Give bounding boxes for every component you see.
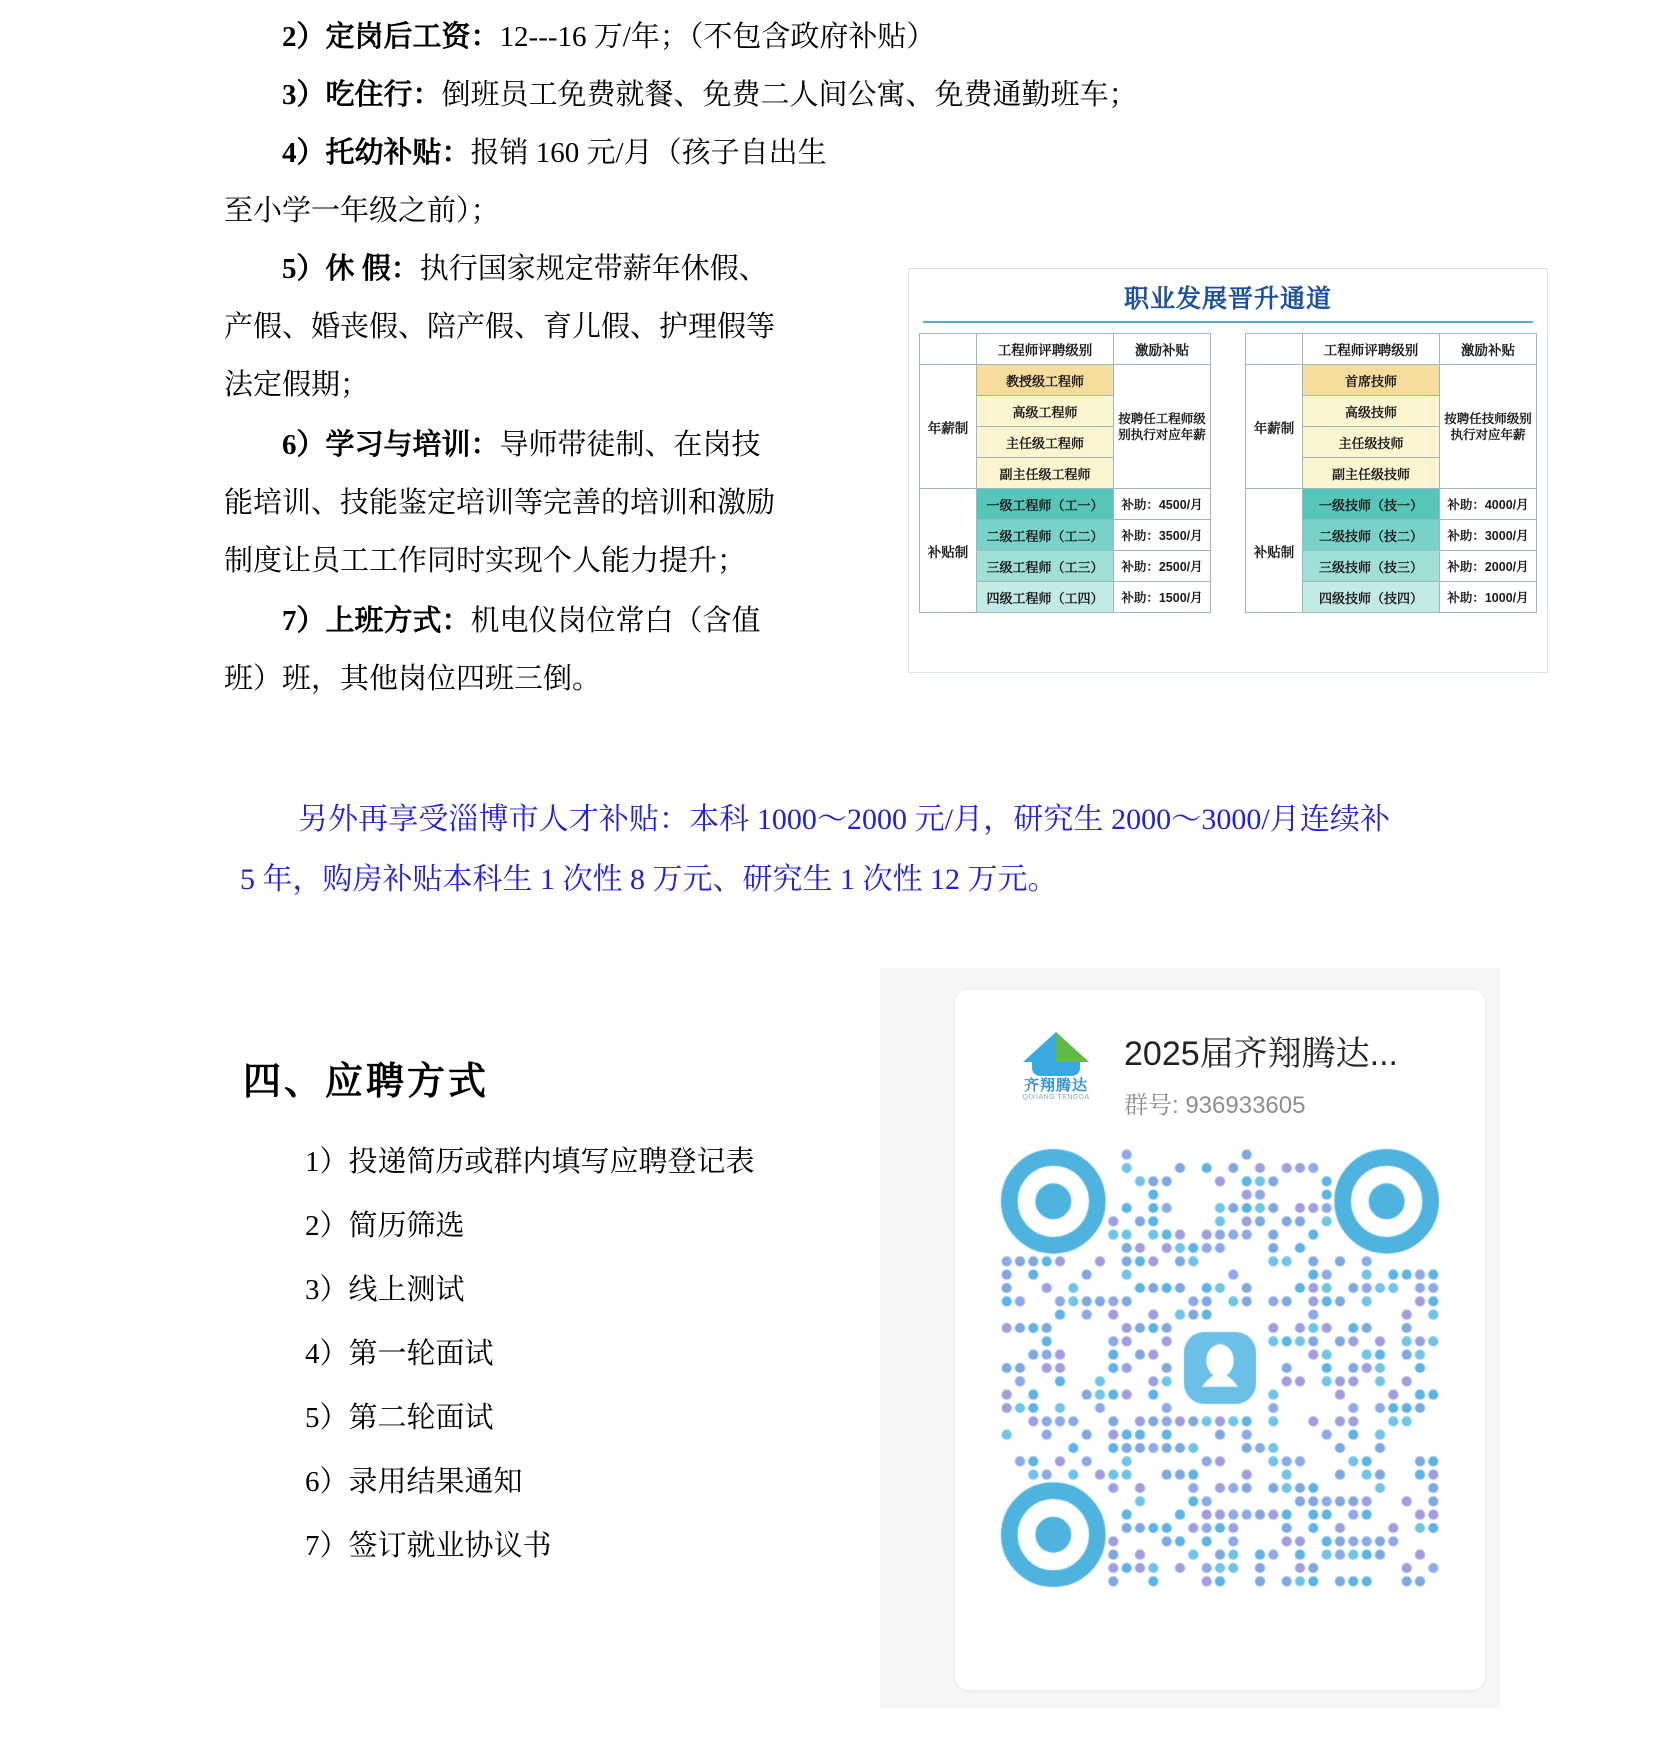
- ladder1-side-annual: 年薪制: [920, 365, 977, 489]
- ladder1-rank-4: 副主任级工程师: [977, 458, 1114, 489]
- graduation-cap-icon: [1023, 1032, 1089, 1078]
- benefit-2-sep: ：: [470, 21, 500, 53]
- ladder2-corner: [1246, 334, 1303, 365]
- ladder1-sub-rank-2: 二级工程师（工二）: [977, 520, 1114, 551]
- table-row: [920, 334, 1211, 365]
- ladder1-sub-amount-1: 补助：4500/月: [1114, 489, 1211, 520]
- benefit-6-sep: ：: [470, 429, 500, 461]
- ladder2-sub-amount-1: 补助：4000/月: [1440, 489, 1537, 520]
- ladder2-sub-rank-1: 一级技师（技一）: [1303, 489, 1440, 520]
- logo-subtext: QIXIANG TENGDA: [1022, 1094, 1090, 1101]
- ladder1-sub-rank-4: 四级工程师（工四）: [977, 582, 1114, 613]
- logo-shape-base: [1032, 1062, 1080, 1076]
- qq-group-qr-card: [880, 968, 1500, 1708]
- benefit-item-2: [282, 20, 935, 54]
- benefit-5-text-cont-2: 法定假期；: [224, 369, 370, 401]
- ladder2-annual-note: 按聘任技师级别执行对应年薪: [1440, 365, 1537, 489]
- group-name: 2025届齐翔腾达...: [1124, 1034, 1398, 1073]
- list-item: 4）第一轮面试: [305, 1338, 494, 1370]
- ladder-table-engineer: [919, 333, 1211, 613]
- ladder2-sub-amount-2: 补助：3000/月: [1440, 520, 1537, 551]
- benefit-item-3: [282, 78, 1138, 112]
- list-item: 6）录用结果通知: [305, 1466, 523, 1498]
- benefit-4-sep: ：: [441, 137, 471, 169]
- benefit-7-text: 机电仪岗位常白（含值: [470, 605, 761, 637]
- benefit-6-text-cont-1: 能培训、技能鉴定培训等完善的培训和激励: [224, 487, 776, 519]
- table-row: [920, 489, 1211, 520]
- benefit-4-number: 4）: [282, 137, 326, 169]
- ladder2-sub-amount-4: 补助：1000/月: [1440, 582, 1537, 613]
- ladder1-rank-1: 教授级工程师: [977, 365, 1114, 396]
- talent-subsidy-paragraph: 另外再享受淄博市人才补贴：本科 1000～2000 元/月，研究生 2000～3000/月连续补 5 年，购房补贴本科生 1 次性 8 万元、研究生 1 次性 12 万元。: [240, 803, 1390, 896]
- benefit-2-text: 12---16 万/年；（不包含政府补贴）: [499, 21, 936, 53]
- company-logo: [1010, 1030, 1102, 1122]
- benefit-4-text-cont: 至小学一年级之前）；: [224, 195, 500, 227]
- benefit-3-label: 吃住行: [325, 79, 413, 111]
- ladder2-sub-rank-2: 二级技师（技二）: [1303, 520, 1440, 551]
- benefit-5-number: 5）: [282, 253, 326, 285]
- benefit-item-6: [282, 428, 761, 462]
- benefit-6-text: 导师带徒制、在岗技: [499, 429, 761, 461]
- benefit-6-label: 学习与培训: [325, 429, 471, 461]
- application-steps-list: [305, 1130, 755, 1578]
- benefit-7-label: 上班方式: [325, 605, 442, 637]
- table-row: [1246, 334, 1537, 365]
- group-number: 群号: 936933605: [1124, 1091, 1306, 1119]
- ladder2-sub-rank-4: 四级技师（技四）: [1303, 582, 1440, 613]
- ladder2-side-annual: 年薪制: [1246, 365, 1303, 489]
- ladder-table-technician: [1245, 333, 1537, 613]
- list-item: 3）线上测试: [305, 1274, 465, 1306]
- qr-card-header: [955, 990, 1485, 1122]
- benefit-7-sep: ：: [441, 605, 471, 637]
- ladder1-sub-amount-4: 补助：1500/月: [1114, 582, 1211, 613]
- career-chart-divider: [923, 321, 1533, 323]
- ladder2-side-subsidy: 补贴制: [1246, 489, 1303, 613]
- qr-code-canvas[interactable]: [1000, 1148, 1440, 1588]
- ladder1-corner: [920, 334, 977, 365]
- benefit-5-label: 休 假: [325, 253, 391, 285]
- list-item: 2）简历筛选: [305, 1210, 465, 1242]
- list-item: 5）第二轮面试: [305, 1402, 494, 1434]
- table-row: [1246, 489, 1537, 520]
- benefit-2-label: 定岗后工资: [325, 21, 471, 53]
- benefit-6-text-cont-2: 制度让员工工作同时实现个人能力提升；: [224, 545, 747, 577]
- benefit-item-4: [282, 136, 827, 170]
- qr-card-inner: [955, 990, 1485, 1690]
- benefit-6-number: 6）: [282, 429, 326, 461]
- qr-code-image[interactable]: [1000, 1148, 1440, 1588]
- benefit-7-text-cont: 班）班，其他岗位四班三倒。: [224, 663, 602, 695]
- ladder2-header-rank: 工程师评聘级别: [1303, 334, 1440, 365]
- benefit-3-number: 3）: [282, 79, 326, 111]
- ladder2-rank-3: 主任级技师: [1303, 427, 1440, 458]
- table-row: [920, 365, 1211, 396]
- career-chart-title: 职业发展晋升通道: [1123, 285, 1332, 313]
- ladder1-header-subsidy: 激励补贴: [1114, 334, 1211, 365]
- ladder1-header-rank: 工程师评聘级别: [977, 334, 1114, 365]
- benefit-5-text-cont-1: 产假、婚丧假、陪产假、育儿假、护理假等: [224, 311, 776, 343]
- ladder2-header-subsidy: 激励补贴: [1440, 334, 1537, 365]
- ladder1-sub-rank-3: 三级工程师（工三）: [977, 551, 1114, 582]
- ladder1-side-subsidy: 补贴制: [920, 489, 977, 613]
- page-title: 四、应聘方式: [243, 1061, 490, 1103]
- benefit-4-label: 托幼补贴: [325, 137, 442, 169]
- ladder1-sub-rank-1: 一级工程师（工一）: [977, 489, 1114, 520]
- ladder1-rank-3: 主任级工程师: [977, 427, 1114, 458]
- qr-card-titles: [1124, 1033, 1398, 1120]
- ladder2-rank-4: 副主任级技师: [1303, 458, 1440, 489]
- list-item: 7）签订就业协议书: [305, 1530, 552, 1562]
- benefit-5-sep: ：: [390, 253, 420, 285]
- ladder1-annual-note: 按聘任工程师级别执行对应年薪: [1114, 365, 1211, 489]
- ladder2-sub-rank-3: 三级技师（技三）: [1303, 551, 1440, 582]
- benefit-item-7: [282, 604, 761, 638]
- table-row: [1246, 365, 1537, 396]
- ladder2-sub-amount-3: 补助：2000/月: [1440, 551, 1537, 582]
- benefit-7-number: 7）: [282, 605, 326, 637]
- benefit-4-text: 报销 160 元/月（孩子自出生: [470, 137, 827, 169]
- benefit-item-5: [282, 252, 768, 286]
- ladder2-rank-1: 首席技师: [1303, 365, 1440, 396]
- benefit-3-sep: ：: [412, 79, 442, 111]
- benefit-3-text: 倒班员工免费就餐、免费二人间公寓、免费通勤班车；: [441, 79, 1138, 111]
- benefit-5-text: 执行国家规定带薪年休假、: [419, 253, 768, 285]
- ladder1-sub-amount-3: 补助：2500/月: [1114, 551, 1211, 582]
- list-item: 1）投递简历或群内填写应聘登记表: [305, 1146, 755, 1178]
- ladder2-rank-2: 高级技师: [1303, 396, 1440, 427]
- benefit-2-number: 2）: [282, 21, 326, 53]
- ladder1-rank-2: 高级工程师: [977, 396, 1114, 427]
- logo-text: 齐翔腾达: [1023, 1077, 1088, 1094]
- ladder1-sub-amount-2: 补助：3500/月: [1114, 520, 1211, 551]
- career-development-chart: [908, 268, 1548, 673]
